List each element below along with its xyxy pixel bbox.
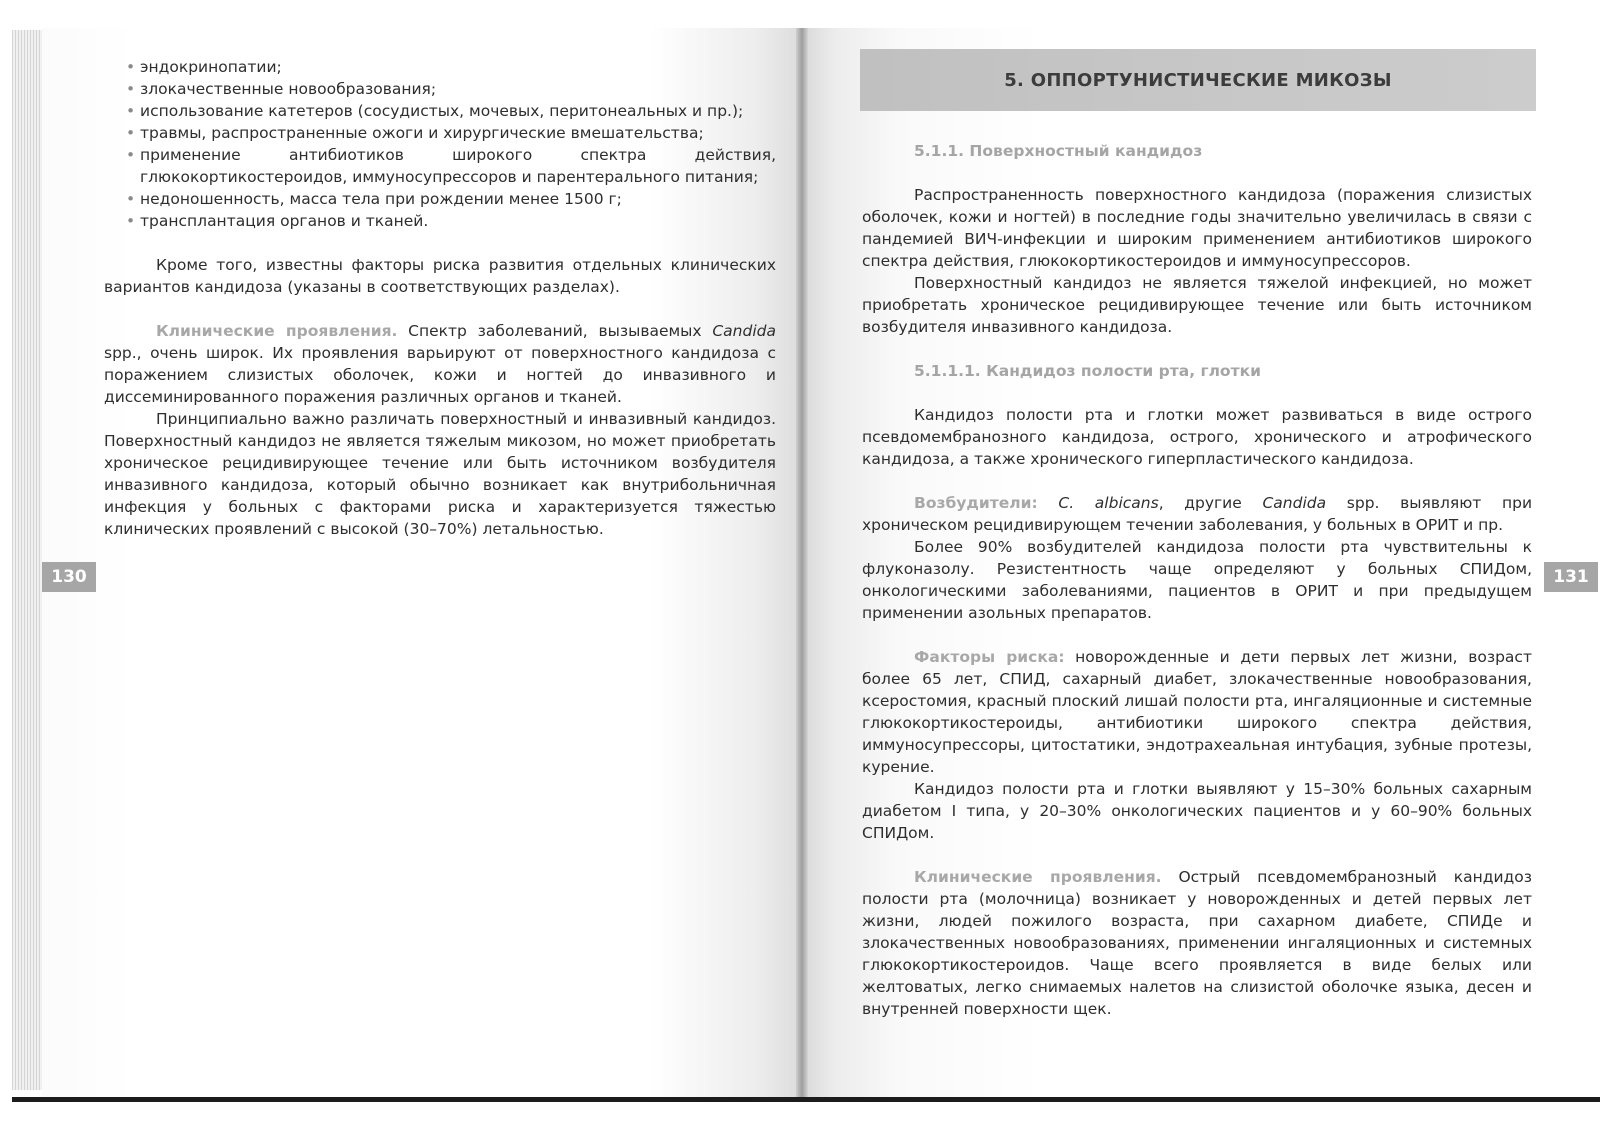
subsection-heading: 5.1.1. Поверхностный кандидоз bbox=[914, 142, 1203, 160]
list-item: • злокачественные новообразования; bbox=[140, 78, 776, 100]
page-number-left: 130 bbox=[42, 562, 96, 592]
paragraph-susceptibility: Более 90% возбудителей кандидоза полости рта чувствительны к флуконазолу. Резистентность чаще определяют у больных СПИДом, онкологическими заболеваниями, пациентов в ОРИТ и при предыдущем применении азольных препаратов. bbox=[862, 538, 1532, 622]
paragraph-oral-forms: Кандидоз полости рта и глотки может развиваться в виде острого псевдомембранозного кандидоза, острого, хронического и атрофического кандидоза, а также хронического гиперпластического кандидоза. bbox=[862, 406, 1532, 468]
list-item: • использование катетеров (сосудистых, мочевых, перитонеальных и пр.); bbox=[140, 100, 776, 122]
page-number-right: 131 bbox=[1544, 562, 1598, 592]
paragraph-clinical: Клинические проявления. Спектр заболеваний, вызываемых Candida spp., очень широк. Их проявления варьируют от поверхностного кандидоза с поражением слизистых оболочек, кожи и ногтей до инвазивного и диссеминированного поражения различных органов и тканей. bbox=[104, 322, 776, 406]
right-page-text bbox=[862, 140, 1532, 1020]
left-page-text bbox=[104, 56, 776, 540]
paragraph-incidence: Кандидоз полости рта и глотки выявляют у 15–30% больных сахарным диабетом I типа, у 20–30% онкологических пациентов и у 60–90% больных СПИДом. bbox=[862, 780, 1532, 842]
list-item: • недоношенность, масса тела при рождении менее 1500 г; bbox=[140, 188, 776, 210]
list-item: • трансплантация органов и тканей. bbox=[140, 210, 776, 232]
book-gutter bbox=[796, 28, 808, 1097]
section-title: 5. ОППОРТУНИСТИЧЕСКИЕ МИКОЗЫ bbox=[1004, 69, 1392, 91]
paragraph-risk-variants: Кроме того, известны факторы риска развития отдельных клинических вариантов кандидоза (указаны в соответствующих разделах). bbox=[104, 256, 776, 296]
paragraph-superficial: Поверхностный кандидоз не является тяжелой инфекцией, но может приобретать хроническое рецидивирующее течение или быть источником возбудителя инвазивного кандидоза. bbox=[862, 274, 1532, 336]
list-item: • применение антибиотиков широкого спектра действия, глюкокортикостероидов, иммуносупрессоров и парентерального питания; bbox=[140, 144, 776, 188]
paragraph-pathogens: Возбудители: C. albicans, другие Candida spp. выявляют при хроническом рецидивирующем течении заболевания, у больных в ОРИТ и пр. bbox=[862, 494, 1533, 534]
paragraph-principle: Принципиально важно различать поверхностный и инвазивный кандидоз. Поверхностный кандидоз не является тяжелым микозом, но может приобретать хроническое рецидивирующее течение или быть источником возбудителя инвазивного кандидоза, который обычно возникает как внутрибольничная инфекция у больных с факторами риска и характеризуется тяжестью клинических проявлений с высокой (30–70%) летальностью. bbox=[104, 410, 776, 538]
section-title-bar bbox=[860, 49, 1536, 111]
pathogens-heading: Возбудители: bbox=[914, 494, 1038, 512]
list-item: • травмы, распространенные ожоги и хирургические вмешательства; bbox=[140, 122, 776, 144]
list-item: • эндокринопатии; bbox=[140, 56, 776, 78]
page-edges bbox=[12, 30, 42, 1090]
paragraph-prevalence: Распространенность поверхностного кандидоза (поражения слизистых оболочек, кожи и ногтей) в последние годы значительно увеличилась в связи с пандемией ВИЧ-инфекции и широким применением антибиотиков широкого спектра действия, глюкокортикостероидов и иммуносупрессоров. bbox=[862, 186, 1532, 270]
paragraph-risk-factors: Факторы риска: новорожденные и дети первых лет жизни, возраст более 65 лет, СПИД, сахарный диабет, злокачественные новообразования, ксеростомия, красный плоский лишай полости рта, ингаляционные и системные глюкокортикостероиды, антибиотики широкого спектра действия, иммуносупрессоры, цитостатики, эндотрахеальная интубация, зубные протезы, курение. bbox=[862, 648, 1532, 776]
risk-factor-list bbox=[104, 56, 776, 232]
paragraph-clinical-right: Клинические проявления. Острый псевдомембранозный кандидоз полости рта (молочница) возникает у новорожденных и детей первых лет жизни, людей пожилого возраста, при сахарном диабете, СПИДе и злокачественных новообразованиях, применении ингаляционных и системных глюкокортикостероидов. Чаще всего проявляется в виде белых или желтоватых, легко снимаемых налетов на слизистой оболочке языка, десен и внутренней поверхности щек. bbox=[862, 868, 1533, 1018]
bottom-edge bbox=[12, 1097, 1600, 1102]
risk-factors-heading: Факторы риска: bbox=[914, 648, 1065, 666]
clinical-heading: Клинические проявления. bbox=[156, 322, 398, 340]
subsubsection-heading: 5.1.1.1. Кандидоз полости рта, глотки bbox=[914, 362, 1261, 380]
clinical-heading-right: Клинические проявления. bbox=[914, 868, 1162, 886]
